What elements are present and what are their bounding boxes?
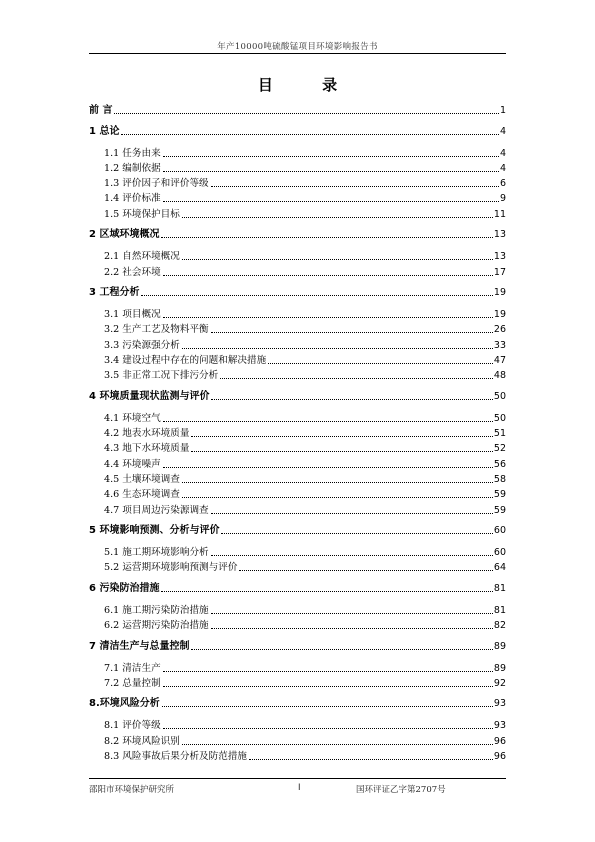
toc-entry-label: 3.1 项目概况 <box>104 309 161 320</box>
toc-entry-label: 1.5 环境保护目标 <box>104 208 180 220</box>
toc-entry-page-number: 92 <box>493 677 506 689</box>
toc-dot-leader <box>182 482 493 483</box>
toc-section-entry[interactable] <box>104 472 506 486</box>
toc-entry-page-number: 33 <box>493 339 506 351</box>
toc-entry-label: 7.1 清洁生产 <box>104 662 161 674</box>
toc-chapter-entry[interactable] <box>89 103 506 117</box>
header-rule <box>89 53 506 54</box>
toc-dot-leader <box>163 467 493 468</box>
toc-entry-label: 1.2 编制依据 <box>104 162 161 174</box>
toc-entry-page-number: 13 <box>493 229 506 241</box>
toc-entry-page-number: 4 <box>499 147 506 159</box>
toc-dot-leader <box>163 171 499 172</box>
toc-entry-page-number: 50 <box>493 412 506 424</box>
toc-entry-label: 6.2 运营期污染防治措施 <box>104 620 209 632</box>
toc-section-entry[interactable] <box>104 676 506 690</box>
toc-entry-label: 4.2 地表水环境质量 <box>104 428 190 439</box>
toc-entry-page-number: 26 <box>493 324 506 336</box>
toc-chapter-entry[interactable] <box>89 523 506 537</box>
toc-section-entry[interactable] <box>104 560 506 574</box>
toc-chapter-entry[interactable] <box>89 285 506 299</box>
toc-dot-leader <box>182 744 493 745</box>
toc-dot-leader <box>163 421 493 422</box>
toc-dot-leader <box>114 113 498 114</box>
toc-entry-label: 2.2 社会环境 <box>104 266 161 278</box>
footer-certificate: 国环评证乙字第2707号 <box>356 785 446 795</box>
toc-entry-label: 2 区域环境概况 <box>89 229 160 241</box>
toc-chapter-entry[interactable] <box>89 389 506 403</box>
toc-dot-leader <box>182 497 493 498</box>
toc-dot-leader <box>211 399 492 400</box>
toc-entry-label: 6 污染防治措施 <box>89 582 160 594</box>
toc-dot-leader <box>182 217 493 218</box>
toc-section-entry[interactable] <box>104 146 506 160</box>
toc-dot-leader <box>211 555 493 556</box>
toc-entry-label: 2.1 自然环境概况 <box>104 251 180 263</box>
running-header: 年产10000吨硫酸锰项目环境影响报告书 <box>217 42 378 52</box>
toc-section-entry[interactable] <box>104 265 506 279</box>
toc-dot-leader <box>211 613 493 614</box>
toc-section-entry[interactable] <box>104 368 506 382</box>
toc-dot-leader <box>121 134 499 135</box>
toc-section-entry[interactable] <box>104 734 506 748</box>
toc-section-entry[interactable] <box>104 457 506 471</box>
toc-section-entry[interactable] <box>104 322 506 336</box>
toc-section-entry[interactable] <box>104 411 506 425</box>
toc-entry-page-number: 4 <box>499 162 506 174</box>
toc-dot-leader <box>162 706 493 707</box>
toc-entry-label: 4.3 地下水环境质量 <box>104 443 190 455</box>
toc-dot-leader <box>163 728 493 729</box>
footer-organization: 邵阳市环境保护研究所 <box>89 785 175 795</box>
toc-entry-page-number: 59 <box>493 504 506 516</box>
toc-chapter-entry[interactable] <box>89 227 506 241</box>
toc-dot-leader <box>191 649 492 650</box>
toc-entry-page-number: 96 <box>493 735 506 747</box>
toc-chapter-entry[interactable] <box>89 124 506 138</box>
toc-entry-label: 4.5 土壤环境调查 <box>104 473 180 485</box>
toc-entry-label: 4.1 环境空气 <box>104 412 161 424</box>
toc-entry-label: 3.3 污染源强分析 <box>104 339 180 351</box>
toc-entry-page-number: 13 <box>493 251 506 263</box>
toc-entry-page-number: 52 <box>493 443 506 455</box>
toc-dot-leader <box>161 591 492 592</box>
toc-entry-page-number: 81 <box>493 604 506 616</box>
toc-section-entry[interactable] <box>104 353 506 367</box>
toc-entry-label: 8.1 评价等级 <box>104 720 161 732</box>
toc-section-entry[interactable] <box>104 191 506 205</box>
toc-section-entry[interactable] <box>104 441 506 455</box>
toc-dot-leader <box>161 237 492 238</box>
toc-entry-page-number: 17 <box>493 266 506 278</box>
toc-title: 目 录 <box>257 76 360 94</box>
toc-entry-page-number: 89 <box>493 640 506 652</box>
toc-dot-leader <box>239 570 492 571</box>
toc-entry-page-number: 60 <box>493 525 506 536</box>
toc-section-entry[interactable] <box>104 307 506 321</box>
toc-section-entry[interactable] <box>104 661 506 675</box>
toc-dot-leader <box>249 759 493 760</box>
toc-section-entry[interactable] <box>104 603 506 617</box>
toc-entry-page-number: 58 <box>493 473 506 485</box>
toc-entry-label: 8.3 风险事故后果分析及防范措施 <box>104 751 248 762</box>
toc-entry-label: 4 环境质量现状监测与评价 <box>89 390 210 402</box>
toc-entry-page-number: 93 <box>493 698 506 710</box>
toc-entry-label: 7 清洁生产与总量控制 <box>89 640 190 652</box>
toc-dot-leader <box>191 436 492 437</box>
toc-section-entry[interactable] <box>104 249 506 263</box>
footer-rule <box>89 778 506 779</box>
toc-section-entry[interactable] <box>104 503 506 517</box>
toc-section-entry[interactable] <box>104 426 506 440</box>
toc-dot-leader <box>182 348 493 349</box>
toc-chapter-entry[interactable] <box>89 639 506 653</box>
toc-entry-label: 3.2 生产工艺及物料平衡 <box>104 324 209 336</box>
toc-dot-leader <box>141 295 492 296</box>
toc-dot-leader <box>182 259 493 260</box>
toc-entry-page-number: 64 <box>493 562 506 574</box>
toc-entry-page-number: 1 <box>499 105 506 116</box>
toc-entry-label: 3 工程分析 <box>89 287 140 298</box>
toc-section-entry[interactable] <box>104 487 506 501</box>
toc-entry-label: 4.4 环境噪声 <box>104 458 161 470</box>
toc-entry-label: 7.2 总量控制 <box>104 677 161 689</box>
toc-entry-page-number: 6 <box>499 178 506 190</box>
toc-section-entry[interactable] <box>104 749 506 763</box>
toc-dot-leader <box>268 363 493 364</box>
toc-entry-label: 5 环境影响预测、分析与评价 <box>89 525 220 536</box>
toc-entry-page-number: 93 <box>493 720 506 732</box>
toc-entry-label: 1 总论 <box>89 125 120 137</box>
toc-section-entry[interactable] <box>104 718 506 732</box>
toc-dot-leader <box>221 533 492 534</box>
toc-entry-label: 3.5 非正常工况下排污分析 <box>104 370 219 382</box>
toc-entry-label: 1.1 任务由来 <box>104 147 161 159</box>
toc-entry-label: 4.7 项目周边污染源调查 <box>104 504 209 516</box>
toc-section-entry[interactable] <box>104 338 506 352</box>
toc-section-entry[interactable] <box>104 207 506 221</box>
toc-entry-page-number: 82 <box>493 620 506 632</box>
toc-dot-leader <box>163 156 499 157</box>
toc-entry-page-number: 9 <box>499 193 506 205</box>
toc-entry-page-number: 19 <box>493 309 506 320</box>
toc-entry-label: 1.4 评价标准 <box>104 193 161 205</box>
toc-dot-leader <box>163 275 493 276</box>
toc-entry-label: 8.环境风险分析 <box>89 698 160 710</box>
toc-dot-leader <box>163 317 493 318</box>
toc-entry-page-number: 4 <box>499 125 506 137</box>
toc-section-entry[interactable] <box>104 545 506 559</box>
toc-entry-label: 3.4 建设过程中存在的问题和解决措施 <box>104 354 267 366</box>
toc-entry-page-number: 59 <box>493 489 506 501</box>
toc-dot-leader <box>163 201 499 202</box>
footer-page-number: I <box>298 783 301 793</box>
toc-section-entry[interactable] <box>104 176 506 190</box>
toc-entry-page-number: 56 <box>493 458 506 470</box>
toc-dot-leader <box>220 378 493 379</box>
toc-entry-page-number: 96 <box>493 751 506 762</box>
toc-entry-page-number: 47 <box>493 354 506 366</box>
toc-dot-leader <box>211 628 493 629</box>
toc-entry-label: 8.2 环境风险识别 <box>104 735 180 747</box>
toc-entry-page-number: 81 <box>493 582 506 594</box>
toc-entry-page-number: 11 <box>493 208 506 220</box>
toc-entry-page-number: 19 <box>493 287 506 298</box>
toc-entry-page-number: 48 <box>493 370 506 382</box>
toc-section-entry[interactable] <box>104 161 506 175</box>
toc-entry-label: 6.1 施工期污染防治措施 <box>104 604 209 616</box>
toc-chapter-entry[interactable] <box>89 696 506 710</box>
toc-entry-page-number: 60 <box>493 547 506 558</box>
toc-entry-label: 前 言 <box>89 105 113 116</box>
toc-dot-leader <box>211 513 493 514</box>
toc-entry-page-number: 89 <box>493 662 506 674</box>
toc-dot-leader <box>191 451 492 452</box>
toc-section-entry[interactable] <box>104 618 506 632</box>
toc-dot-leader <box>211 186 499 187</box>
toc-entry-label: 4.6 生态环境调查 <box>104 489 180 501</box>
toc-entry-page-number: 50 <box>493 390 506 402</box>
toc-dot-leader <box>211 332 493 333</box>
toc-entry-label: 1.3 评价因子和评价等级 <box>104 178 209 190</box>
toc-entry-label: 5.1 施工期环境影响分析 <box>104 547 209 558</box>
toc-entry-page-number: 51 <box>493 428 506 439</box>
toc-chapter-entry[interactable] <box>89 581 506 595</box>
toc-dot-leader <box>163 671 493 672</box>
toc-entry-label: 5.2 运营期环境影响预测与评价 <box>104 562 238 574</box>
toc-dot-leader <box>163 686 493 687</box>
